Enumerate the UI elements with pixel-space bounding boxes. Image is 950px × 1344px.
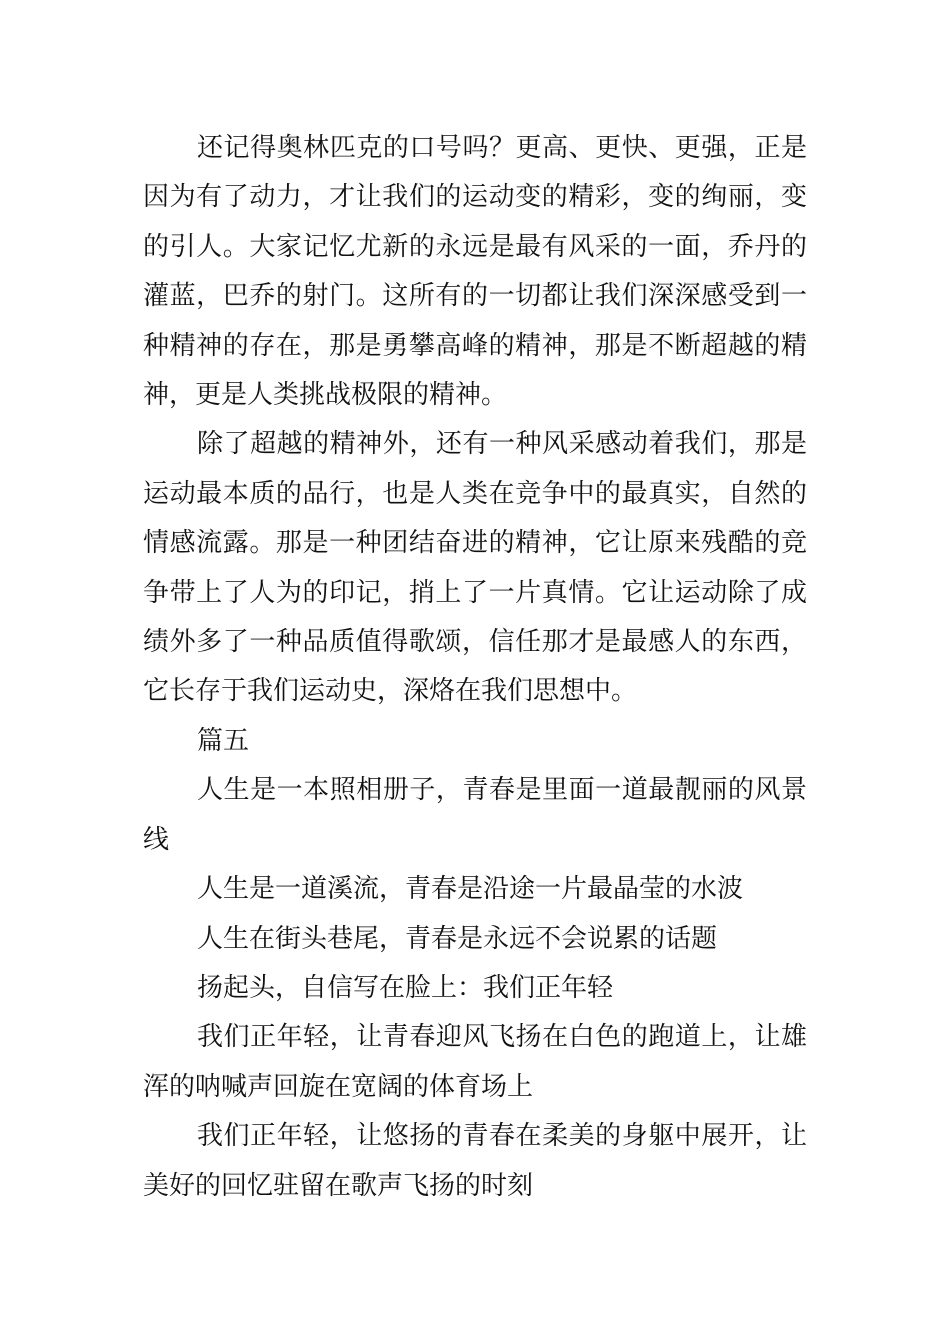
poem-line: 我们正年轻，让悠扬的青春在柔美的身躯中展开，让美好的回忆驻留在歌声飞扬的时刻 <box>143 1121 807 1201</box>
poem-line: 扬起头，自信写在脸上：我们正年轻 <box>197 972 614 1003</box>
document-body <box>143 124 807 1211</box>
paragraph-sporting-spirit: 除了超越的精神外，还有一种风采感动着我们，那是运动最本质的品行，也是人类在竞争中的最真实，自然的情感流露。那是一种团结奋进的精神，它让原来残酷的竞争带上了人为的印记，捎上了一片真情。它让运动除了成绩外多了一种品质值得歌颂，信任那才是最感人的东西，它长存于我们运动史，深烙在我们思想中。 <box>143 429 807 707</box>
section-heading: 篇五 <box>197 725 250 756</box>
poem-line: 人生在街头巷尾，青春是永远不会说累的话题 <box>197 923 718 954</box>
paragraph-olympic-motto: 还记得奥林匹克的口号吗？更高、更快、更强，正是因为有了动力，才让我们的运动变的精彩，变的绚丽，变的引人。大家记忆尤新的永远是最有风采的一面，乔丹的灌蓝，巴乔的射门。这所有的一切都让我们深深感受到一种精神的存在，那是勇攀高峰的精神，那是不断超越的精神，更是人类挑战极限的精神。 <box>143 133 807 411</box>
poem-line: 人生是一道溪流，青春是沿途一片最晶莹的水波 <box>197 874 744 905</box>
poem-line: 我们正年轻，让青春迎风飞扬在白色的跑道上，让雄浑的呐喊声回旋在宽阔的体育场上 <box>143 1022 807 1102</box>
poem-line: 人生是一本照相册子，青春是里面一道最靓丽的风景线 <box>143 775 807 855</box>
